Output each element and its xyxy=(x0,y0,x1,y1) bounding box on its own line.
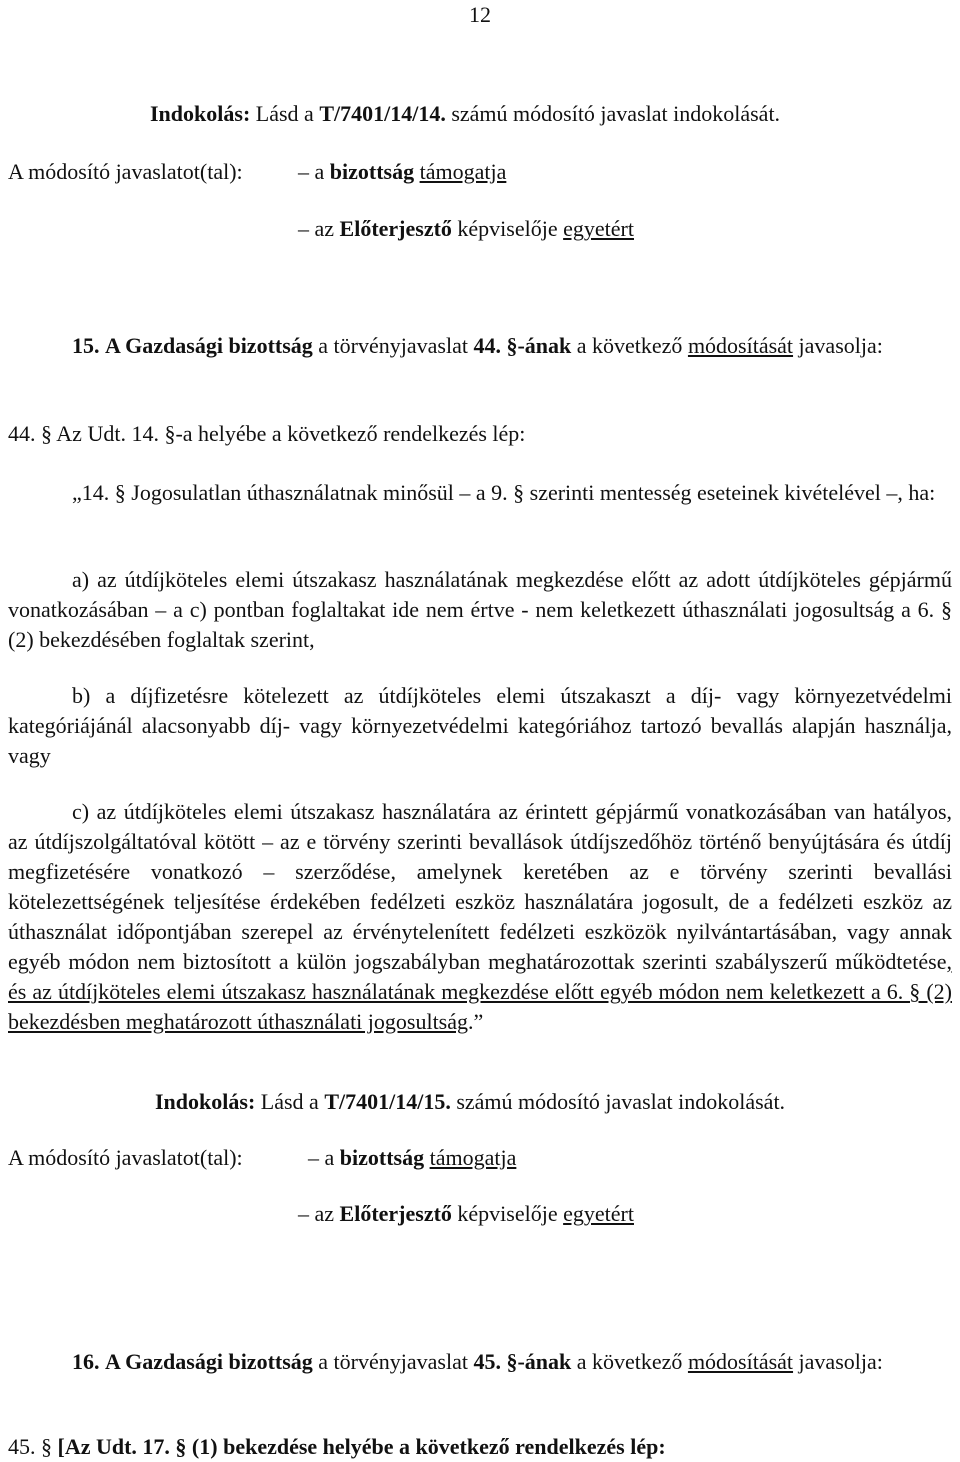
presenter-position xyxy=(298,214,634,244)
lead-text-2-16: a következő xyxy=(571,1349,688,1374)
lead-text-3-16: javasolja: xyxy=(793,1349,883,1374)
committee-prefix-2: – a xyxy=(308,1145,340,1170)
justification-reference: T/7401/14/14. xyxy=(319,101,446,126)
justification-text-2: Lásd a xyxy=(255,1089,325,1114)
section-14-point-a: a) az útdíjköteles elemi útszakasz használatának megkezdése előtt az adott útdíjköteles gépjármű vonatkozásában – a c) pontban foglaltakat ide nem értve - nem keletkezett úthasználati jogosultság a 6. § (2) bekezdésében foglaltak szerint, xyxy=(8,567,952,652)
justification-text: Lásd a xyxy=(250,101,320,126)
presenter-stance: egyetért xyxy=(563,216,634,241)
committee-position xyxy=(298,157,506,187)
justification-label-2: Indokolás: xyxy=(155,1089,256,1114)
lead-modification-16: módosítását xyxy=(687,1349,794,1374)
committee-prefix: – a xyxy=(298,159,330,184)
section-14-point-c xyxy=(8,797,952,1037)
presenter-mid: képviselője xyxy=(451,216,564,241)
amendment-number-16: 16. xyxy=(72,1349,100,1374)
lead-section-16: 45. §-ának xyxy=(473,1349,572,1374)
committee-label-2: bizottság xyxy=(339,1145,425,1170)
justification-line-2 xyxy=(155,1087,950,1117)
committee-label: bizottság xyxy=(329,159,415,184)
lead-committee: A Gazdasági bizottság xyxy=(105,333,313,358)
amendment-16-lead xyxy=(8,1347,952,1377)
presenter-position-2 xyxy=(298,1199,634,1229)
presenter-prefix: – az xyxy=(298,216,340,241)
amendment-15-intro: 44. § Az Udt. 14. §-a helyébe a következő rendelkezés lép: xyxy=(8,421,526,446)
intro-16-bold: [Az Udt. 17. § (1) bekezdése helyébe a következő rendelkezés lép: xyxy=(57,1434,666,1459)
lead-section: 44. §-ának xyxy=(473,333,572,358)
lead-modification: módosítását xyxy=(687,333,794,358)
lead-text-3: javasolja: xyxy=(793,333,883,358)
justification-label: Indokolás: xyxy=(150,101,251,126)
presenter-prefix-2: – az xyxy=(298,1201,340,1226)
lead-text-16: a törvényjavaslat xyxy=(312,1349,474,1374)
committee-position-2 xyxy=(308,1143,516,1173)
amendment-number: 15. xyxy=(72,333,100,358)
justification-text-end: számú módosító javaslat indokolását. xyxy=(445,101,781,126)
section-14-point-b: b) a díjfizetésre kötelezett az útdíjköteles elemi útszakaszt a díj- vagy környezetvédelmi kategóriájánál alacsonyabb díj- vagy környezetvédelmi kategóriához tartozó bevallás alapján használja, vagy xyxy=(8,683,952,768)
presenter-stance-2: egyetért xyxy=(563,1201,634,1226)
lead-text: a törvényjavaslat xyxy=(312,333,474,358)
presenter-mid-2: képviselője xyxy=(451,1201,564,1226)
justification-line xyxy=(150,99,950,129)
point-c-end: .” xyxy=(468,1009,484,1034)
lead-text-2: a következő xyxy=(571,333,688,358)
page-number: 12 xyxy=(469,2,491,27)
intro-16-plain: 45. § xyxy=(8,1434,58,1459)
justification-reference-2: T/7401/14/15. xyxy=(324,1089,451,1114)
proposer-label: A módosító javaslatot(tal): xyxy=(8,159,243,184)
amendment-15-lead xyxy=(8,331,952,361)
point-c-underlined: , és az útdíjköteles elemi útszakasz használatának megkezdése előtt egyéb módon nem keletkezett a 6. § (2) bekezdésben meghatározott úthasználati jogosultság xyxy=(8,949,952,1034)
committee-stance-2: támogatja xyxy=(429,1145,517,1170)
committee-stance: támogatja xyxy=(419,159,507,184)
presenter-label-2: Előterjesztő xyxy=(339,1201,452,1226)
presenter-label: Előterjesztő xyxy=(339,216,452,241)
point-c-text: c) az útdíjköteles elemi útszakasz használatára az érintett gépjármű vonatkozásában van hatályos, az útdíjszolgáltatóval kötött – az e törvény szerinti bevallások útdíjszedőhöz történő benyújtására és útdíj megfizetésére vonatkozó – szerződése, amelynek keretében az e törvény szerinti bevallási kötelezettségének teljesítése érdekében fedélzeti eszköz használatára jogosult, de a fedélzeti eszköz az úthasználat időpontjában szerepel az érvénytelenített fedélzeti eszközök nyilvántartásában, vagy annak egyéb módon nem biztosított a külön jogszabályban meghatározottak szerinti szabályszerű működtetése xyxy=(8,799,952,974)
proposer-label-2: A módosító javaslatot(tal): xyxy=(8,1145,243,1170)
section-14-main: „14. § Jogosulatlan úthasználatnak minősül – a 9. § szerinti mentesség eseteinek kivételével –, ha: xyxy=(72,480,936,505)
lead-committee-16: A Gazdasági bizottság xyxy=(105,1349,313,1374)
amendment-16-intro xyxy=(8,1432,952,1462)
justification-text-end-2: számú módosító javaslat indokolását. xyxy=(450,1089,786,1114)
